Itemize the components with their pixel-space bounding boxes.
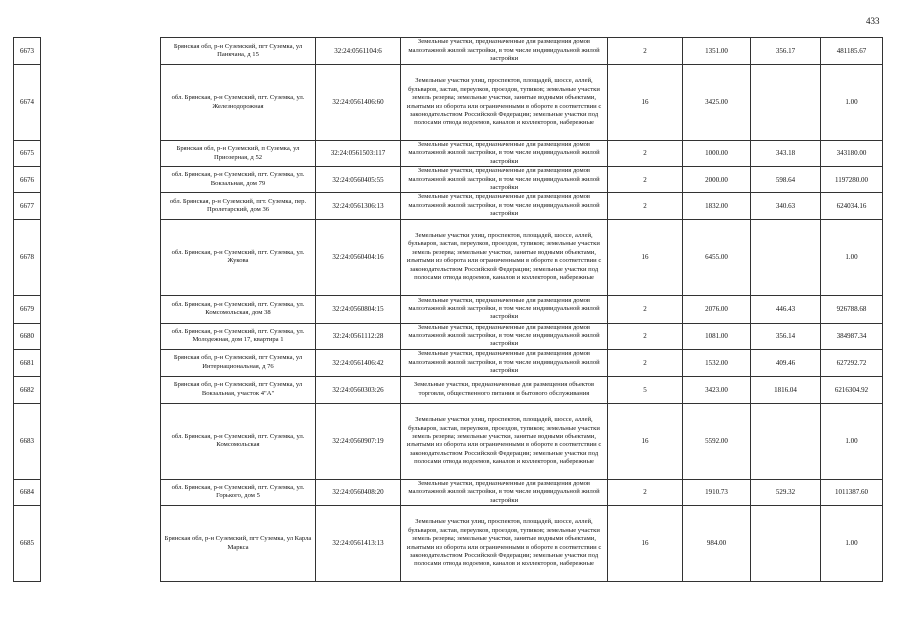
cadastral-value-cell: 624034.16 [821,193,883,219]
rate-cell: 340.63 [751,193,821,219]
use-code-cell: 2 [608,349,683,376]
table-row [14,376,883,403]
land-use-cell: Земельные участки, предназначенные для размещения домов малоэтажной жилой застройки, в том числе индивидуальной жилой застройки [401,167,608,193]
area-cell: 3425.00 [683,65,751,141]
row-id-cell: 6674 [14,65,41,141]
rate-cell [751,219,821,295]
row-id-cell: 6677 [14,193,41,219]
row-id-cell: 6685 [14,506,41,582]
cadastral-number-cell: 32:24:0561503:117 [316,141,401,167]
land-use-cell: Земельные участки, предназначенные для размещения домов малоэтажной жилой застройки, в том числе индивидуальной жилой застройки [401,349,608,376]
use-code-cell: 16 [608,219,683,295]
area-cell: 1832.00 [683,193,751,219]
spacer-cell [41,167,161,193]
address-cell: Брянская обл, р-н Суземский, пгт Суземка, ул Панкчана, д 15 [161,38,316,65]
table-row [14,219,883,295]
address-cell: обл. Брянская, р-н Суземский, пгт. Суземка, ул. Горького, дом 5 [161,479,316,505]
cadastral-value-cell: 343180.00 [821,141,883,167]
table-row [14,479,883,505]
cadastral-number-cell: 32:24:0561413:13 [316,506,401,582]
cadastral-value-cell: 1.00 [821,65,883,141]
row-id-cell: 6676 [14,167,41,193]
area-cell: 1351.00 [683,38,751,65]
cadastral-value-cell: 1.00 [821,403,883,479]
address-cell: Брянская обл, р-н Суземский, пгт Суземка, ул Вокзальная, участок 4"А" [161,376,316,403]
cadastral-number-cell: 32:24:0560804:15 [316,295,401,323]
cadastral-number-cell: 32:24:0560907:19 [316,403,401,479]
use-code-cell: 2 [608,295,683,323]
use-code-cell: 5 [608,376,683,403]
area-cell: 1532.00 [683,349,751,376]
address-cell: обл. Брянская, р-н Суземский, пгт. Суземка, ул. Комсомольская, дом 38 [161,295,316,323]
cadastral-number-cell: 32:24:0560404:16 [316,219,401,295]
use-code-cell: 16 [608,403,683,479]
cadastral-number-cell: 32:24:0560303:26 [316,376,401,403]
land-use-cell: Земельные участки, предназначенные для размещения домов малоэтажной жилой застройки, в том числе индивидуальной жилой застройки [401,323,608,349]
cadastral-number-cell: 32:24:0561406:42 [316,349,401,376]
spacer-cell [41,219,161,295]
cadastral-number-cell: 32:24:0560405:55 [316,167,401,193]
table-row [14,38,883,65]
area-cell: 2076.00 [683,295,751,323]
cadastral-value-cell: 384987.34 [821,323,883,349]
rate-cell: 1816.04 [751,376,821,403]
address-cell: обл. Брянская, р-н Суземский, пгт. Суземка, пер. Пролетарский, дом 36 [161,193,316,219]
use-code-cell: 2 [608,167,683,193]
address-cell: обл. Брянская, р-н Суземский, пгт. Суземка, ул. Вокзальная, дом 79 [161,167,316,193]
rate-cell: 529.32 [751,479,821,505]
cadastral-value-cell: 6216304.92 [821,376,883,403]
area-cell: 1910.73 [683,479,751,505]
address-cell: обл. Брянская, р-н Суземский, пгт. Суземка, ул. Молодежная, дом 17, квартира 1 [161,323,316,349]
row-id-cell: 6675 [14,141,41,167]
rate-cell: 598.64 [751,167,821,193]
cadastral-value-cell: 1197280.00 [821,167,883,193]
land-use-cell: Земельные участки, предназначенные для размещения домов малоэтажной жилой застройки, в том числе индивидуальной жилой застройки [401,38,608,65]
rate-cell: 356.17 [751,38,821,65]
table-row [14,141,883,167]
area-cell: 6455.00 [683,219,751,295]
land-use-cell: Земельные участки, предназначенные для размещения домов малоэтажной жилой застройки, в том числе индивидуальной жилой застройки [401,141,608,167]
area-cell: 5592.00 [683,403,751,479]
table-row [14,323,883,349]
rate-cell [751,506,821,582]
use-code-cell: 16 [608,506,683,582]
row-id-cell: 6683 [14,403,41,479]
area-cell: 984.00 [683,506,751,582]
cadastral-number-cell: 32:24:0560408:20 [316,479,401,505]
address-cell: Брянская обл, р-н Суземский, пгт Суземка, ул Карла Маркса [161,506,316,582]
address-cell: обл. Брянская, р-н Суземский, пгт. Суземка, ул. Комсомольская [161,403,316,479]
spacer-cell [41,506,161,582]
table-row [14,506,883,582]
address-cell: обл. Брянская, р-н Суземский, пгт. Суземка, ул. Железнодорожная [161,65,316,141]
row-id-cell: 6680 [14,323,41,349]
area-cell: 1000.00 [683,141,751,167]
use-code-cell: 2 [608,38,683,65]
rate-cell: 446.43 [751,295,821,323]
row-id-cell: 6679 [14,295,41,323]
table-row [14,295,883,323]
land-use-cell: Земельные участки, предназначенные для размещения объектов торговли, общественного питания и бытового обслуживания [401,376,608,403]
spacer-cell [41,295,161,323]
spacer-cell [41,349,161,376]
cadastral-number-cell: 32:24:0561104:6 [316,38,401,65]
rate-cell: 343.18 [751,141,821,167]
address-cell: обл. Брянская, р-н Суземский, пгт. Суземка, ул. Жукова [161,219,316,295]
rate-cell: 409.46 [751,349,821,376]
cadastral-value-cell: 1.00 [821,506,883,582]
spacer-cell [41,376,161,403]
rate-cell [751,65,821,141]
spacer-cell [41,38,161,65]
land-use-cell: Земельные участки улиц, проспектов, площадей, шоссе, аллей, бульваров, застав, переулков, проездов, тупиков; земельные участки земель резерва; земельные участки, занятые водными объектами, изъятыми из оборота или ограниченными в обороте в соответствии с законодательством Российской Федерации; земельные участки под полосами отвода водоемов, каналов и коллекторов, набережные [401,403,608,479]
spacer-cell [41,479,161,505]
use-code-cell: 16 [608,65,683,141]
row-id-cell: 6682 [14,376,41,403]
area-cell: 1081.00 [683,323,751,349]
land-use-cell: Земельные участки, предназначенные для размещения домов малоэтажной жилой застройки, в том числе индивидуальной жилой застройки [401,479,608,505]
row-id-cell: 6673 [14,38,41,65]
area-cell: 2000.00 [683,167,751,193]
land-use-cell: Земельные участки улиц, проспектов, площадей, шоссе, аллей, бульваров, застав, переулков, проездов, тупиков; земельные участки земель резерва; земельные участки, занятые водными объектами, изъятыми из оборота или ограниченными в обороте в соответствии с законодательством Российской Федерации; земельные участки под полосами отвода водоемов, каналов и коллекторов, набережные [401,219,608,295]
row-id-cell: 6681 [14,349,41,376]
table-row [14,349,883,376]
land-use-cell: Земельные участки, предназначенные для размещения домов малоэтажной жилой застройки, в том числе индивидуальной жилой застройки [401,295,608,323]
table-row [14,65,883,141]
cadastral-value-cell: 1.00 [821,219,883,295]
spacer-cell [41,323,161,349]
rate-cell [751,403,821,479]
use-code-cell: 2 [608,323,683,349]
land-use-cell: Земельные участки улиц, проспектов, площадей, шоссе, аллей, бульваров, застав, переулков, проездов, тупиков; земельные участки земель резерва; земельные участки, занятые водными объектами, изъятыми из оборота или ограниченными в обороте в соответствии с законодательством Российской Федерации; земельные участки под полосами отвода водоемов, каналов и коллекторов, набережные [401,65,608,141]
address-cell: Брянская обл, р-н Суземский, пгт Суземка, ул Интернациональная, д 76 [161,349,316,376]
spacer-cell [41,141,161,167]
area-cell: 3423.00 [683,376,751,403]
table-body [14,38,883,582]
cadastral-value-cell: 481185.67 [821,38,883,65]
row-id-cell: 6684 [14,479,41,505]
row-id-cell: 6678 [14,219,41,295]
spacer-cell [41,65,161,141]
cadastral-number-cell: 32:24:0561112:28 [316,323,401,349]
land-use-cell: Земельные участки улиц, проспектов, площадей, шоссе, аллей, бульваров, застав, переулков, проездов, тупиков; земельные участки земель резерва; земельные участки, занятые водными объектами, изъятыми из оборота или ограниченными в обороте в соответствии с законодательством Российской Федерации; земельные участки под полосами отвода водоемов, каналов и коллекторов, набережные [401,506,608,582]
spacer-cell [41,403,161,479]
cadastral-value-table [13,37,883,582]
table-row [14,167,883,193]
spacer-cell [41,193,161,219]
address-cell: Брянская обл, р-н Суземский, п Суземка, ул Приозерная, д 52 [161,141,316,167]
cadastral-value-cell: 1011387.60 [821,479,883,505]
use-code-cell: 2 [608,479,683,505]
rate-cell: 356.14 [751,323,821,349]
cadastral-number-cell: 32:24:0561306:13 [316,193,401,219]
cadastral-value-cell: 627292.72 [821,349,883,376]
table-row [14,403,883,479]
cadastral-value-cell: 926788.68 [821,295,883,323]
cadastral-number-cell: 32:24:0561406:60 [316,65,401,141]
table-row [14,193,883,219]
page-number: 433 [866,16,880,26]
use-code-cell: 2 [608,193,683,219]
use-code-cell: 2 [608,141,683,167]
land-use-cell: Земельные участки, предназначенные для размещения домов малоэтажной жилой застройки, в том числе индивидуальной жилой застройки [401,193,608,219]
